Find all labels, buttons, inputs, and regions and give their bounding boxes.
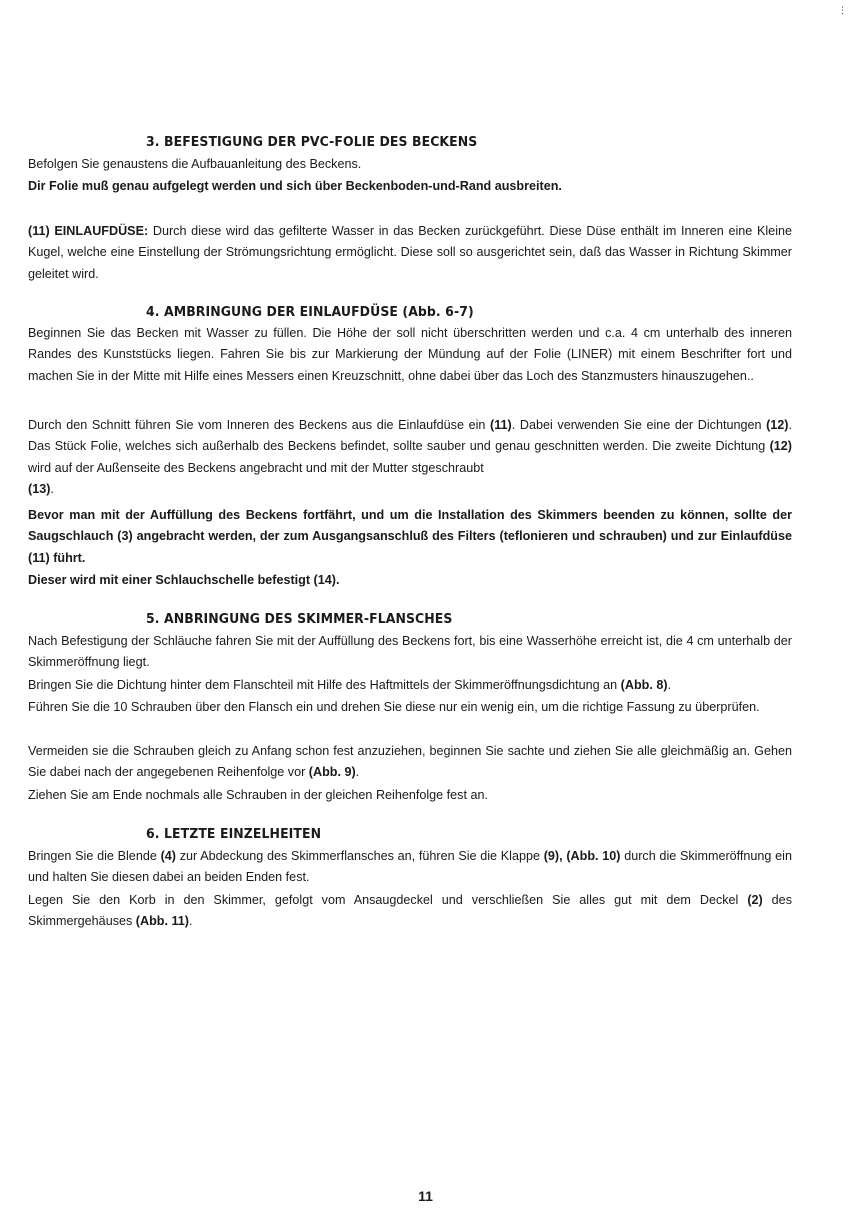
text-run: Durch den Schnitt führen Sie vom Inneren des Beckens aus die Einlaufdüse ein (28, 418, 491, 432)
einlaufduese-text: Durch diese wird das gefilterte Wasser in das Becken zurückgeführt. Diese Düse enthält im Inneren eine Kleine Kugel, welche eine Einstellung der Strömungsrichtung ermöglicht. Diese soll so ausgerichtet sein, daß das Wasser in Richtung Skimmer geleitet wird. (28, 224, 792, 281)
section-3-title: 3. BEFESTIGUNG DER PVC-FOLIE DES BECKENS (146, 135, 478, 150)
text-run: Vermeiden sie die Schrauben gleich zu Anfang schon fest anzuziehen, beginnen Sie sachte und ziehen Sie alle gleichmäßig an. Gehen Sie dabei nach der angegebenen Reihenfolge vor (28, 744, 792, 780)
ref-4: (4) (160, 849, 176, 863)
text-run: durch die Skimmeröffnung ein und halten Sie diesen dabei an beiden Enden fest. (28, 849, 792, 885)
ref-13: (13) (28, 482, 51, 497)
text-run: . (50, 482, 54, 497)
ref-12-second: (12) (769, 439, 792, 454)
section-5-paragraph-1: Nach Befestigung der Schläuche fahren Sie mit der Auffüllung des Beckens fort, bis eine Wasserhöhe erreicht ist, die 4 cm unterhalb der Skimmeröffnung liegt. (28, 634, 792, 670)
section-6-title: 6. LETZTE EINZELHEITEN (146, 827, 322, 842)
text-run: wird auf der Außenseite des Beckens angebracht und mit der Mutter stgeschraubt (28, 460, 484, 475)
ref-2: (2) (747, 893, 763, 907)
section-4-paragraph-1: Beginnen Sie das Becken mit Wasser zu füllen. Die Höhe der soll nicht überschritten werden und c.a. 4 cm unterhalb des inneren Randes des Kunststücks liegen. Fahren Sie bis zur Markierung der Mündung auf der Folie (LINER) mit einem Beschrifter fort und machen Sie in der Mitte mit Hilfe eines Messers einen Kreuzschnitt, ohne dabei über das Loch des Stanzmusters hinauszugehen.. (28, 326, 792, 383)
section-3-paragraph-2: Dir Folie muß genau aufgelegt werden und sich über Beckenboden-und-Rand ausbreiten. (28, 179, 562, 193)
section-3-paragraph-3 (28, 221, 792, 285)
section-5-paragraph-4 (28, 741, 792, 784)
section-5-paragraph-3: Führen Sie die 10 Schrauben über den Flansch ein und drehen Sie diese nur ein wenig ein, um die richtige Fassung zu überprüfen. (28, 700, 760, 714)
page-number: 11 (418, 1188, 433, 1204)
text-run: des Skimmergehäuses (28, 893, 792, 929)
text-run: . Das Stück Folie, welches sich außerhalb des Beckens befindet, sollte sauber und genau geschnitten werden. Die zweite Dichtung (28, 418, 792, 454)
ref-abb-10: (9), (Abb. 10) (543, 849, 621, 863)
corner-mark: ⋮ (838, 5, 847, 15)
ref-12: (12) (766, 418, 789, 432)
einlaufduese-label: (11) EINLAUFDÜSE: (28, 224, 149, 238)
section-3-paragraph-1: Befolgen Sie genaustens die Aufbauanleitung des Beckens. (28, 157, 362, 171)
ref-abb-8: (Abb. 8) (620, 678, 668, 692)
section-5-paragraph-5: Ziehen Sie am Ende nochmals alle Schrauben in der gleichen Reihenfolge fest an. (28, 788, 488, 802)
text-run: . Dabei verwenden Sie eine der Dichtungen (511, 418, 767, 432)
text-run: . (355, 765, 360, 780)
section-4-paragraph-4: Dieser wird mit einer Schlauchschelle befestigt (14). (28, 573, 340, 587)
text-run: . (667, 678, 672, 692)
ref-11: (11) (490, 418, 512, 432)
text-run: zur Abdeckung des Skimmerflansches an, führen Sie die Klappe (175, 849, 544, 863)
ref-abb-9: (Abb. 9) (308, 765, 356, 780)
ref-abb-11: (Abb. 11) (135, 914, 189, 929)
section-4-paragraph-2 (28, 415, 792, 501)
section-4-paragraph-3: Bevor man mit der Auffüllung des Beckens fortfährt, und um die Installation des Skimmers beenden zu können, sollte der Saugschlauch (3) angebracht werden, der zum Ausgangsanschluß des Filters (teflonieren und schrauben) und zur Einlaufdüse (11) führt. (28, 508, 792, 565)
text-run: . (188, 914, 193, 929)
section-5-title: 5. ANBRINGUNG DES SKIMMER-FLANSCHES (146, 612, 453, 627)
text-run: Bringen Sie die Dichtung hinter dem Flanschteil mit Hilfe des Haftmittels der Skimmeröffnungsdichtung an (28, 678, 621, 692)
section-6-paragraph-1 (28, 846, 792, 889)
section-6-paragraph-2 (28, 890, 792, 933)
text-run: Bringen Sie die Blende (28, 849, 161, 863)
section-4-title: 4. AMBRINGUNG DER EINLAUFDÜSE (Abb. 6-7) (146, 305, 474, 320)
text-run: Legen Sie den Korb in den Skimmer, gefolgt vom Ansaugdeckel und verschließen Sie alles gut mit dem Deckel (28, 893, 748, 907)
section-5-paragraph-2 (28, 675, 792, 696)
